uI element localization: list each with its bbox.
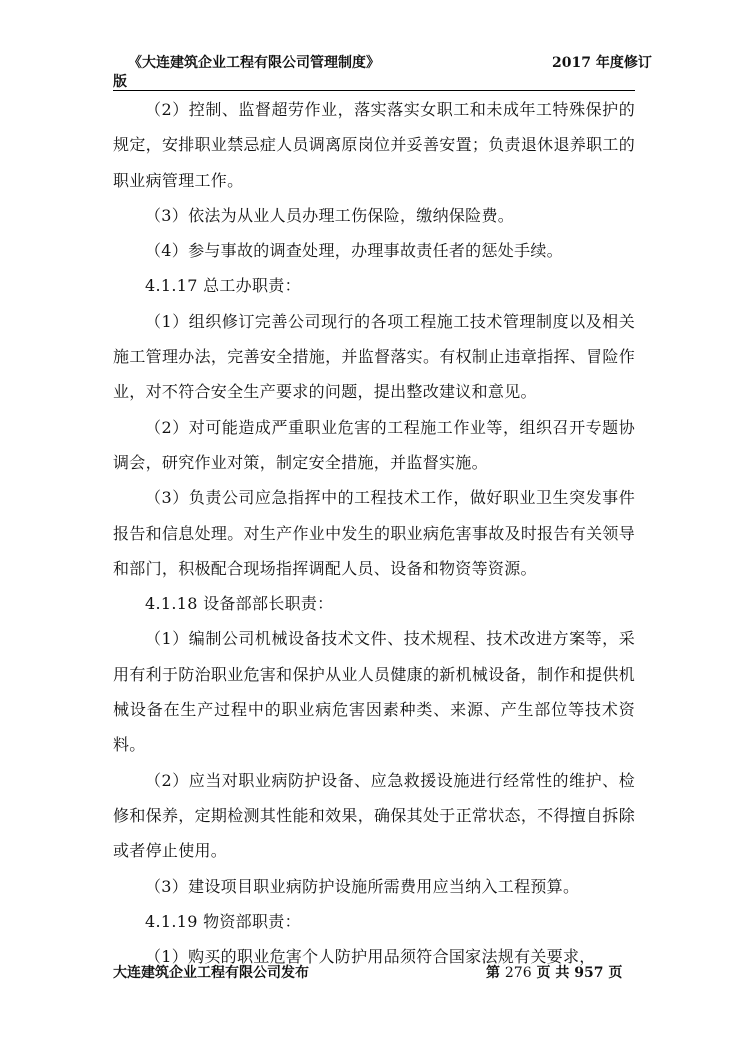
header-divider xyxy=(113,90,635,91)
paragraph-labor-3: （3）依法为从业人员办理工伤保险，缴纳保险费。 xyxy=(145,205,515,225)
paragraph-labor-4: （4）参与事故的调查处理，办理事故责任者的惩处手续。 xyxy=(145,241,563,261)
page-suffix: 页 xyxy=(603,965,623,981)
page-total: 957 xyxy=(574,965,604,981)
paragraph-labor-2: （2）控制、监督超劳作业，落实落实女职工和未成年工特殊保护的规定，安排职业禁忌症人员调离原岗位并妥善安置；负责退休退养职工的职业病管理工作。 xyxy=(113,100,635,190)
document-body xyxy=(113,92,635,974)
header-edition: 2017 年度修订 xyxy=(552,55,652,71)
paragraph-equipment-3: （3）建设项目职业病防护设施所需费用应当纳入工程预算。 xyxy=(145,876,580,896)
header-title: 《大连建筑企业工程有限公司管理制度》 xyxy=(128,55,380,71)
section-heading-4-1-17: 4.1.17 总工办职责： xyxy=(145,276,301,296)
paragraph-materials-1: （1）购买的职业危害个人防护用品须符合国家法规有关要求， xyxy=(145,947,596,967)
paragraph-equipment-1: （1）编制公司机械设备技术文件、技术规程、技术改进方案等，采用有利于防治职业危害和保护从业人员健康的新机械设备，制作和提供机械设备在生产过程中的职业病危害因素种类、来源、产生部位等技术资料。 xyxy=(113,629,635,755)
section-heading-4-1-18: 4.1.18 设备部部长职责： xyxy=(145,594,334,614)
header-edition-continued: 版 xyxy=(113,74,127,90)
paragraph-chief-engineer-1: （1）组织修订完善公司现行的各项工程施工技术管理制度以及相关施工管理办法，完善安全措施，并监督落实。有权制止违章指挥、冒险作业，对不符合安全生产要求的问题，提出整改建议和意见。 xyxy=(113,311,635,402)
paragraph-equipment-2: （2）应当对职业病防护设备、应急救援设施进行经常性的维护、检修和保养，定期检测其性能和效果，确保其处于正常状态，不得擅自拆除或者停止使用。 xyxy=(113,770,635,861)
paragraph-chief-engineer-2: （2）对可能造成严重职业危害的工程施工作业等，组织召开专题协调会，研究作业对策，制定安全措施，并监督实施。 xyxy=(113,417,635,472)
page-number: 276 xyxy=(504,965,532,981)
section-heading-4-1-19: 4.1.19 物资部职责： xyxy=(145,911,301,931)
page-middle: 页 共 xyxy=(531,965,575,981)
page-prefix: 第 xyxy=(486,965,505,981)
footer-page-counter xyxy=(486,962,622,982)
paragraph-chief-engineer-3: （3）负责公司应急指挥中的工程技术工作，做好职业卫生突发事件报告和信息处理。对生产作业中发生的职业病危害事故及时报告有关领导和部门，积极配合现场指挥调配人员、设备和物资等资源。 xyxy=(113,488,635,578)
footer-publisher: 大连建筑企业工程有限公司发布 xyxy=(113,965,309,981)
